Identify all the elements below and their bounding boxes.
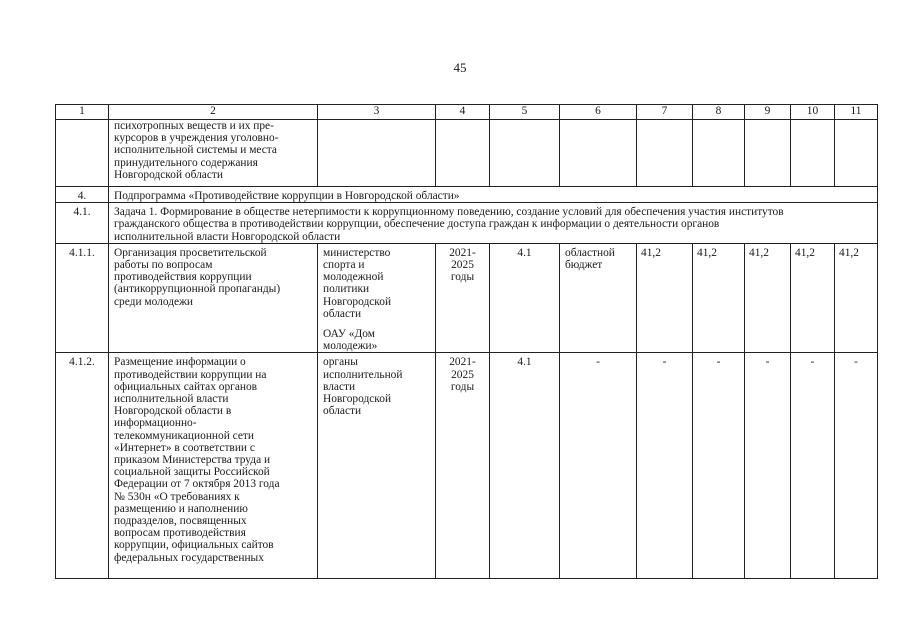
- header-cell: 7: [637, 105, 693, 120]
- header-cell: 3: [318, 105, 436, 120]
- text-line: исполнительной: [323, 368, 403, 381]
- text-line: годы: [450, 380, 475, 393]
- text-line: бюджет: [565, 259, 603, 272]
- continued-row: [56, 120, 878, 187]
- text-line: Новгородской области: [114, 168, 223, 181]
- table-cell: [490, 120, 560, 187]
- text-line: 2025: [451, 368, 474, 381]
- task-text: [109, 203, 878, 244]
- text-line: министерство: [323, 246, 391, 259]
- text-line: информационно-: [114, 417, 197, 430]
- header-cell: 10: [791, 105, 835, 120]
- text-line: 2021-: [449, 246, 476, 259]
- text-line: областной: [565, 246, 615, 259]
- text-line: подразделов, посвященных: [114, 515, 247, 528]
- table-cell: [745, 120, 791, 187]
- text-line: 2021-: [449, 356, 476, 369]
- row-number: 4.1.2.: [56, 353, 109, 579]
- text-line: гражданского общества в противодействии коррупции, обеспечение доступа граждан к информации о деятельности органов: [114, 218, 720, 231]
- subprogram-row: [56, 187, 878, 203]
- page-number: 45: [453, 60, 467, 75]
- table-row: [56, 353, 878, 579]
- year-value: -: [693, 353, 745, 579]
- text-line: Федерации от 7 октября 2013 года: [114, 478, 280, 491]
- text-line: 2025: [451, 259, 474, 272]
- table-cell: [56, 120, 109, 187]
- period: [436, 353, 490, 579]
- text-line: курсоров в учреждения уголовно-: [114, 132, 279, 145]
- subprogram-number: 4.: [56, 187, 109, 203]
- activity-name: [109, 353, 318, 579]
- executor: [318, 243, 436, 353]
- table-row: [56, 243, 878, 353]
- row-number: 4.1.1.: [56, 243, 109, 353]
- text-line: социальной защиты Российской: [114, 466, 270, 479]
- header-cell: 6: [560, 105, 637, 120]
- table-cell: [835, 120, 878, 187]
- activity-name: [109, 243, 318, 353]
- text-line: исполнительной власти: [114, 393, 229, 406]
- header-cell: 1: [56, 105, 109, 120]
- text-line: «Интернет» в соответствии с: [114, 441, 255, 454]
- year-value: 41,2: [637, 243, 693, 353]
- funding-source: -: [560, 353, 637, 579]
- executor: [318, 353, 436, 579]
- text-line: годы: [450, 271, 475, 284]
- subprogram-title: Подпрограмма «Противодействие коррупции в Новгородской области»: [109, 187, 878, 203]
- text-line: органы: [323, 356, 358, 369]
- text-line: № 530н «О требованиях к: [114, 490, 240, 503]
- text-line: Задача 1. Формирование в обществе нетерпимости к коррупционному поведению, создание условий для обеспечения участия институтов: [114, 206, 784, 219]
- text-line: Новгородской: [323, 393, 392, 406]
- year-value: -: [835, 353, 878, 579]
- text-line: политики: [323, 283, 370, 296]
- text-line: коррупции, официальных сайтов: [114, 539, 274, 552]
- header-cell: 8: [693, 105, 745, 120]
- text-line: исполнительной системы и места: [114, 144, 277, 157]
- year-value: -: [745, 353, 791, 579]
- funding-source: [560, 243, 637, 353]
- period: [436, 243, 490, 353]
- text-line: психотропных веществ и их пре-: [114, 120, 274, 132]
- program-table: [55, 104, 878, 579]
- target-indicator: 4.1: [490, 243, 560, 353]
- text-line: Размещение информации о: [114, 356, 246, 369]
- header-cell: 2: [109, 105, 318, 120]
- text-line: молодежи»: [323, 340, 378, 353]
- header-cell: 4: [436, 105, 490, 120]
- task-number: 4.1.: [56, 203, 109, 244]
- header-cell: 5: [490, 105, 560, 120]
- text-line: работы по вопросам: [114, 259, 213, 272]
- header-row: [56, 105, 878, 120]
- table-cell: [637, 120, 693, 187]
- text-line: Новгородской области в: [114, 405, 232, 418]
- text-line: Новгородской: [323, 295, 392, 308]
- table-cell: [791, 120, 835, 187]
- text-line: спорта и: [323, 259, 365, 272]
- text-line: официальных сайтах органов: [114, 380, 258, 393]
- text-line: федеральных государственных: [114, 551, 264, 564]
- text-line: власти: [323, 380, 356, 393]
- text-line: области: [323, 405, 362, 418]
- year-value: 41,2: [693, 243, 745, 353]
- text-line: Организация просветительской: [114, 246, 267, 259]
- continued-name-cell: [109, 120, 318, 187]
- text-line: исполнительной власти Новгородской области: [114, 230, 341, 243]
- year-value: 41,2: [791, 243, 835, 353]
- text-line: области: [323, 307, 362, 320]
- target-indicator: 4.1: [490, 353, 560, 579]
- year-value: 41,2: [745, 243, 791, 353]
- text-line: телекоммуникационной сети: [114, 429, 254, 442]
- text-line: принудительного содержания: [114, 156, 258, 169]
- text-line: размещению и наполнению: [114, 502, 248, 515]
- year-value: -: [637, 353, 693, 579]
- text-line: приказом Министерства труда и: [114, 454, 271, 467]
- year-value: 41,2: [835, 243, 878, 353]
- text-line: молодежной: [323, 271, 384, 284]
- text-line: среди молодежи: [114, 295, 194, 308]
- header-cell: 9: [745, 105, 791, 120]
- year-value: -: [791, 353, 835, 579]
- header-cell: 11: [835, 105, 878, 120]
- text-line: противодействии коррупции на: [114, 368, 267, 381]
- text-line: противодействия коррупции: [114, 271, 252, 284]
- text-line: (антикоррупционной пропаганды): [114, 283, 281, 296]
- table-cell: [318, 120, 436, 187]
- text-line: вопросам противодействия: [114, 527, 246, 540]
- text-line: ОАУ «Дом: [323, 328, 375, 341]
- task-row: [56, 203, 878, 244]
- table-cell: [436, 120, 490, 187]
- table-cell: [560, 120, 637, 187]
- table-cell: [693, 120, 745, 187]
